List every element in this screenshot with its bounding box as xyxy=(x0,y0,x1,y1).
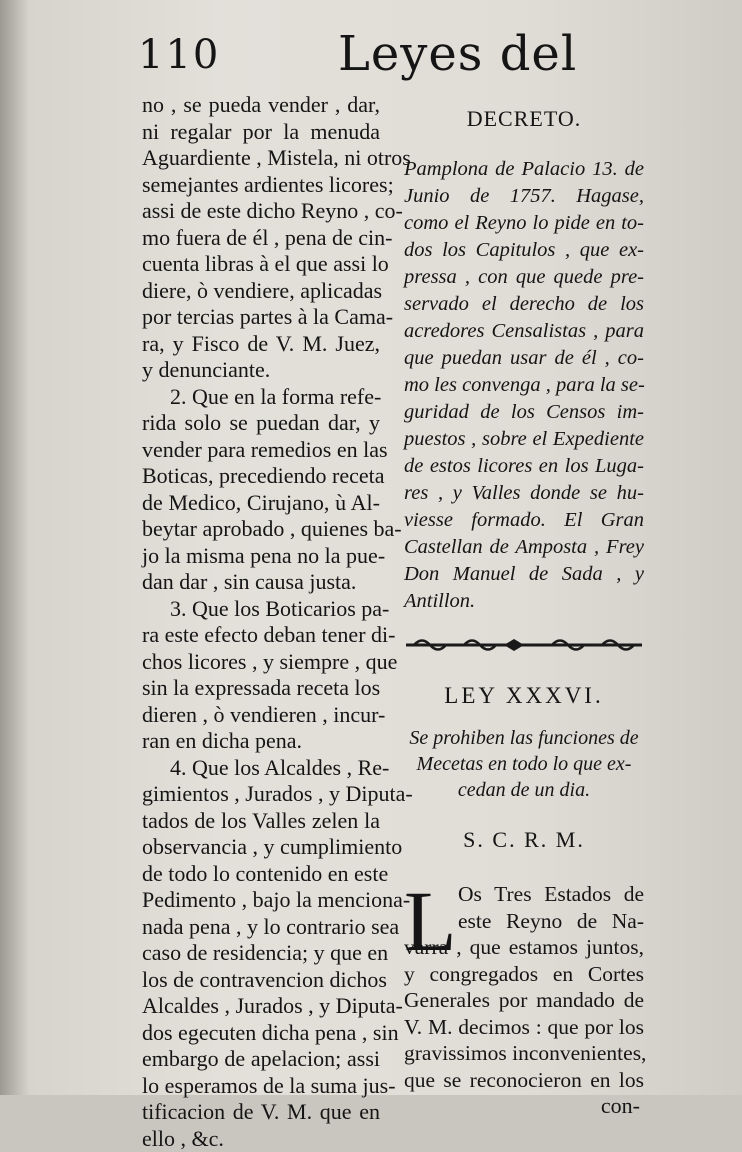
paragraph-start-2: 2. Que en la forma refe- xyxy=(142,384,380,411)
decree-text xyxy=(404,156,644,615)
text-line: sin la expressada receta los xyxy=(142,675,380,702)
paragraph-start-3: 3. Que los Boticarios pa- xyxy=(142,596,380,623)
decree-heading: DECRETO. xyxy=(404,106,644,132)
decree-line: servado el derecho de los xyxy=(404,291,644,318)
text-line: de todo lo contenido en este xyxy=(142,861,380,888)
decree-line: de estos licores en los Luga- xyxy=(404,453,644,480)
text-line: Alcaldes , Jurados , y Diputa- xyxy=(142,993,380,1020)
text-line: Pedimento , bajo la menciona- xyxy=(142,887,380,914)
body-line: Generales por mandado de xyxy=(404,987,644,1014)
text-line: chos licores , y siempre , que xyxy=(142,649,380,676)
text-line: ra este efecto deban tener di- xyxy=(142,622,380,649)
text-line: tados de los Valles zelen la xyxy=(142,808,380,835)
text-line: ni regalar por la menuda xyxy=(142,119,380,146)
text-line: lo esperamos de la suma jus- xyxy=(142,1073,380,1100)
decree-line: Junio de 1757. Hagase, xyxy=(404,183,644,210)
text-line: no , se pueda vender , dar, xyxy=(142,92,380,119)
catchword: con- xyxy=(404,1093,644,1120)
text-line: ello , &c. xyxy=(142,1126,380,1152)
decree-line: acredores Censalistas , para xyxy=(404,318,644,345)
text-line: Aguardiente , Mistela, ni otros xyxy=(142,145,380,172)
decree-line: como el Reyno lo pide en to- xyxy=(404,210,644,237)
page-header xyxy=(138,22,598,92)
text-line: Boticas, precediendo receta xyxy=(142,463,380,490)
text-line: semejantes ardientes licores; xyxy=(142,172,380,199)
law-summary xyxy=(404,725,644,803)
text-line: jo la misma pena no la pue- xyxy=(142,543,380,570)
text-line: dos egecuten dicha pena , sin xyxy=(142,1020,380,1047)
summary-line: cedan de un dia. xyxy=(404,777,644,803)
text-line: caso de residencia; y que en xyxy=(142,940,380,967)
text-line: de Medico, Cirujano, ù Al- xyxy=(142,490,380,517)
drop-cap: L xyxy=(404,881,457,961)
running-head: Leyes del xyxy=(338,26,577,82)
body-line: este Reyno de Na- xyxy=(404,908,644,935)
body-line: Os Tres Estados de xyxy=(404,881,644,908)
decree-line: que puedan usar de él , co- xyxy=(404,345,644,372)
petition-text xyxy=(404,881,644,1120)
decree-line: puestos , sobre el Expediente xyxy=(404,426,644,453)
ornament-divider xyxy=(404,637,644,653)
decree-line: dos los Capitulos , que ex- xyxy=(404,237,644,264)
text-line: observancia , y cumplimiento xyxy=(142,834,380,861)
ornament-rule-icon xyxy=(404,637,644,653)
text-line: diere, ò vendiere, aplicadas xyxy=(142,278,380,305)
text-line: nada pena , y lo contrario sea xyxy=(142,914,380,941)
salutation: S. C. R. M. xyxy=(404,827,644,853)
page-number: 110 xyxy=(138,32,220,78)
text-line: ran en dicha pena. xyxy=(142,728,380,755)
right-column xyxy=(404,92,644,1120)
text-line: rida solo se puedan dar, y xyxy=(142,410,380,437)
paragraph-start-4: 4. Que los Alcaldes , Re- xyxy=(142,755,380,782)
text-line: assi de este dicho Reyno , co- xyxy=(142,198,380,225)
text-line: y denunciante. xyxy=(142,357,380,384)
decree-line: viesse formado. El Gran xyxy=(404,507,644,534)
left-column xyxy=(142,92,380,1152)
decree-line: pressa , con que quede pre- xyxy=(404,264,644,291)
decree-line: Don Manuel de Sada , y xyxy=(404,561,644,588)
body-line: y congregados en Cortes xyxy=(404,961,644,988)
summary-line: Mecetas en todo lo que ex- xyxy=(404,751,644,777)
text-line: por tercias partes à la Cama- xyxy=(142,304,380,331)
text-line: beytar aprobado , quienes ba- xyxy=(142,516,380,543)
decree-line: mo les convenga , para la se- xyxy=(404,372,644,399)
text-line: dan dar , sin causa justa. xyxy=(142,569,380,596)
text-line: vender para remedios en las xyxy=(142,437,380,464)
decree-line: guridad de los Censos im- xyxy=(404,399,644,426)
text-line: mo fuera de él , pena de cin- xyxy=(142,225,380,252)
text-line: embargo de apelacion; assi xyxy=(142,1046,380,1073)
decree-line: Castellan de Amposta , Frey xyxy=(404,534,644,561)
text-line: los de contravencion dichos xyxy=(142,967,380,994)
law-heading: LEY XXXVI. xyxy=(404,683,644,709)
decree-line: Antillon. xyxy=(404,588,644,615)
text-line: tificacion de V. M. que en xyxy=(142,1099,380,1126)
text-line: cuenta libras à el que assi lo xyxy=(142,251,380,278)
body-line: que se reconocieron en los xyxy=(404,1067,644,1094)
text-line: dieren , ò vendieren , incur- xyxy=(142,702,380,729)
decree-line: Pamplona de Palacio 13. de xyxy=(404,156,644,183)
body-line: varra , que estamos juntos, xyxy=(404,934,644,961)
summary-line: Se prohiben las funciones de xyxy=(404,725,644,751)
text-line: gimientos , Jurados , y Diputa- xyxy=(142,781,380,808)
decree-line: res , y Valles donde se hu- xyxy=(404,480,644,507)
body-line: gravissimos inconvenientes, xyxy=(404,1040,644,1067)
body-line: V. M. decimos : que por los xyxy=(404,1014,644,1041)
text-line: ra, y Fisco de V. M. Juez, xyxy=(142,331,380,358)
